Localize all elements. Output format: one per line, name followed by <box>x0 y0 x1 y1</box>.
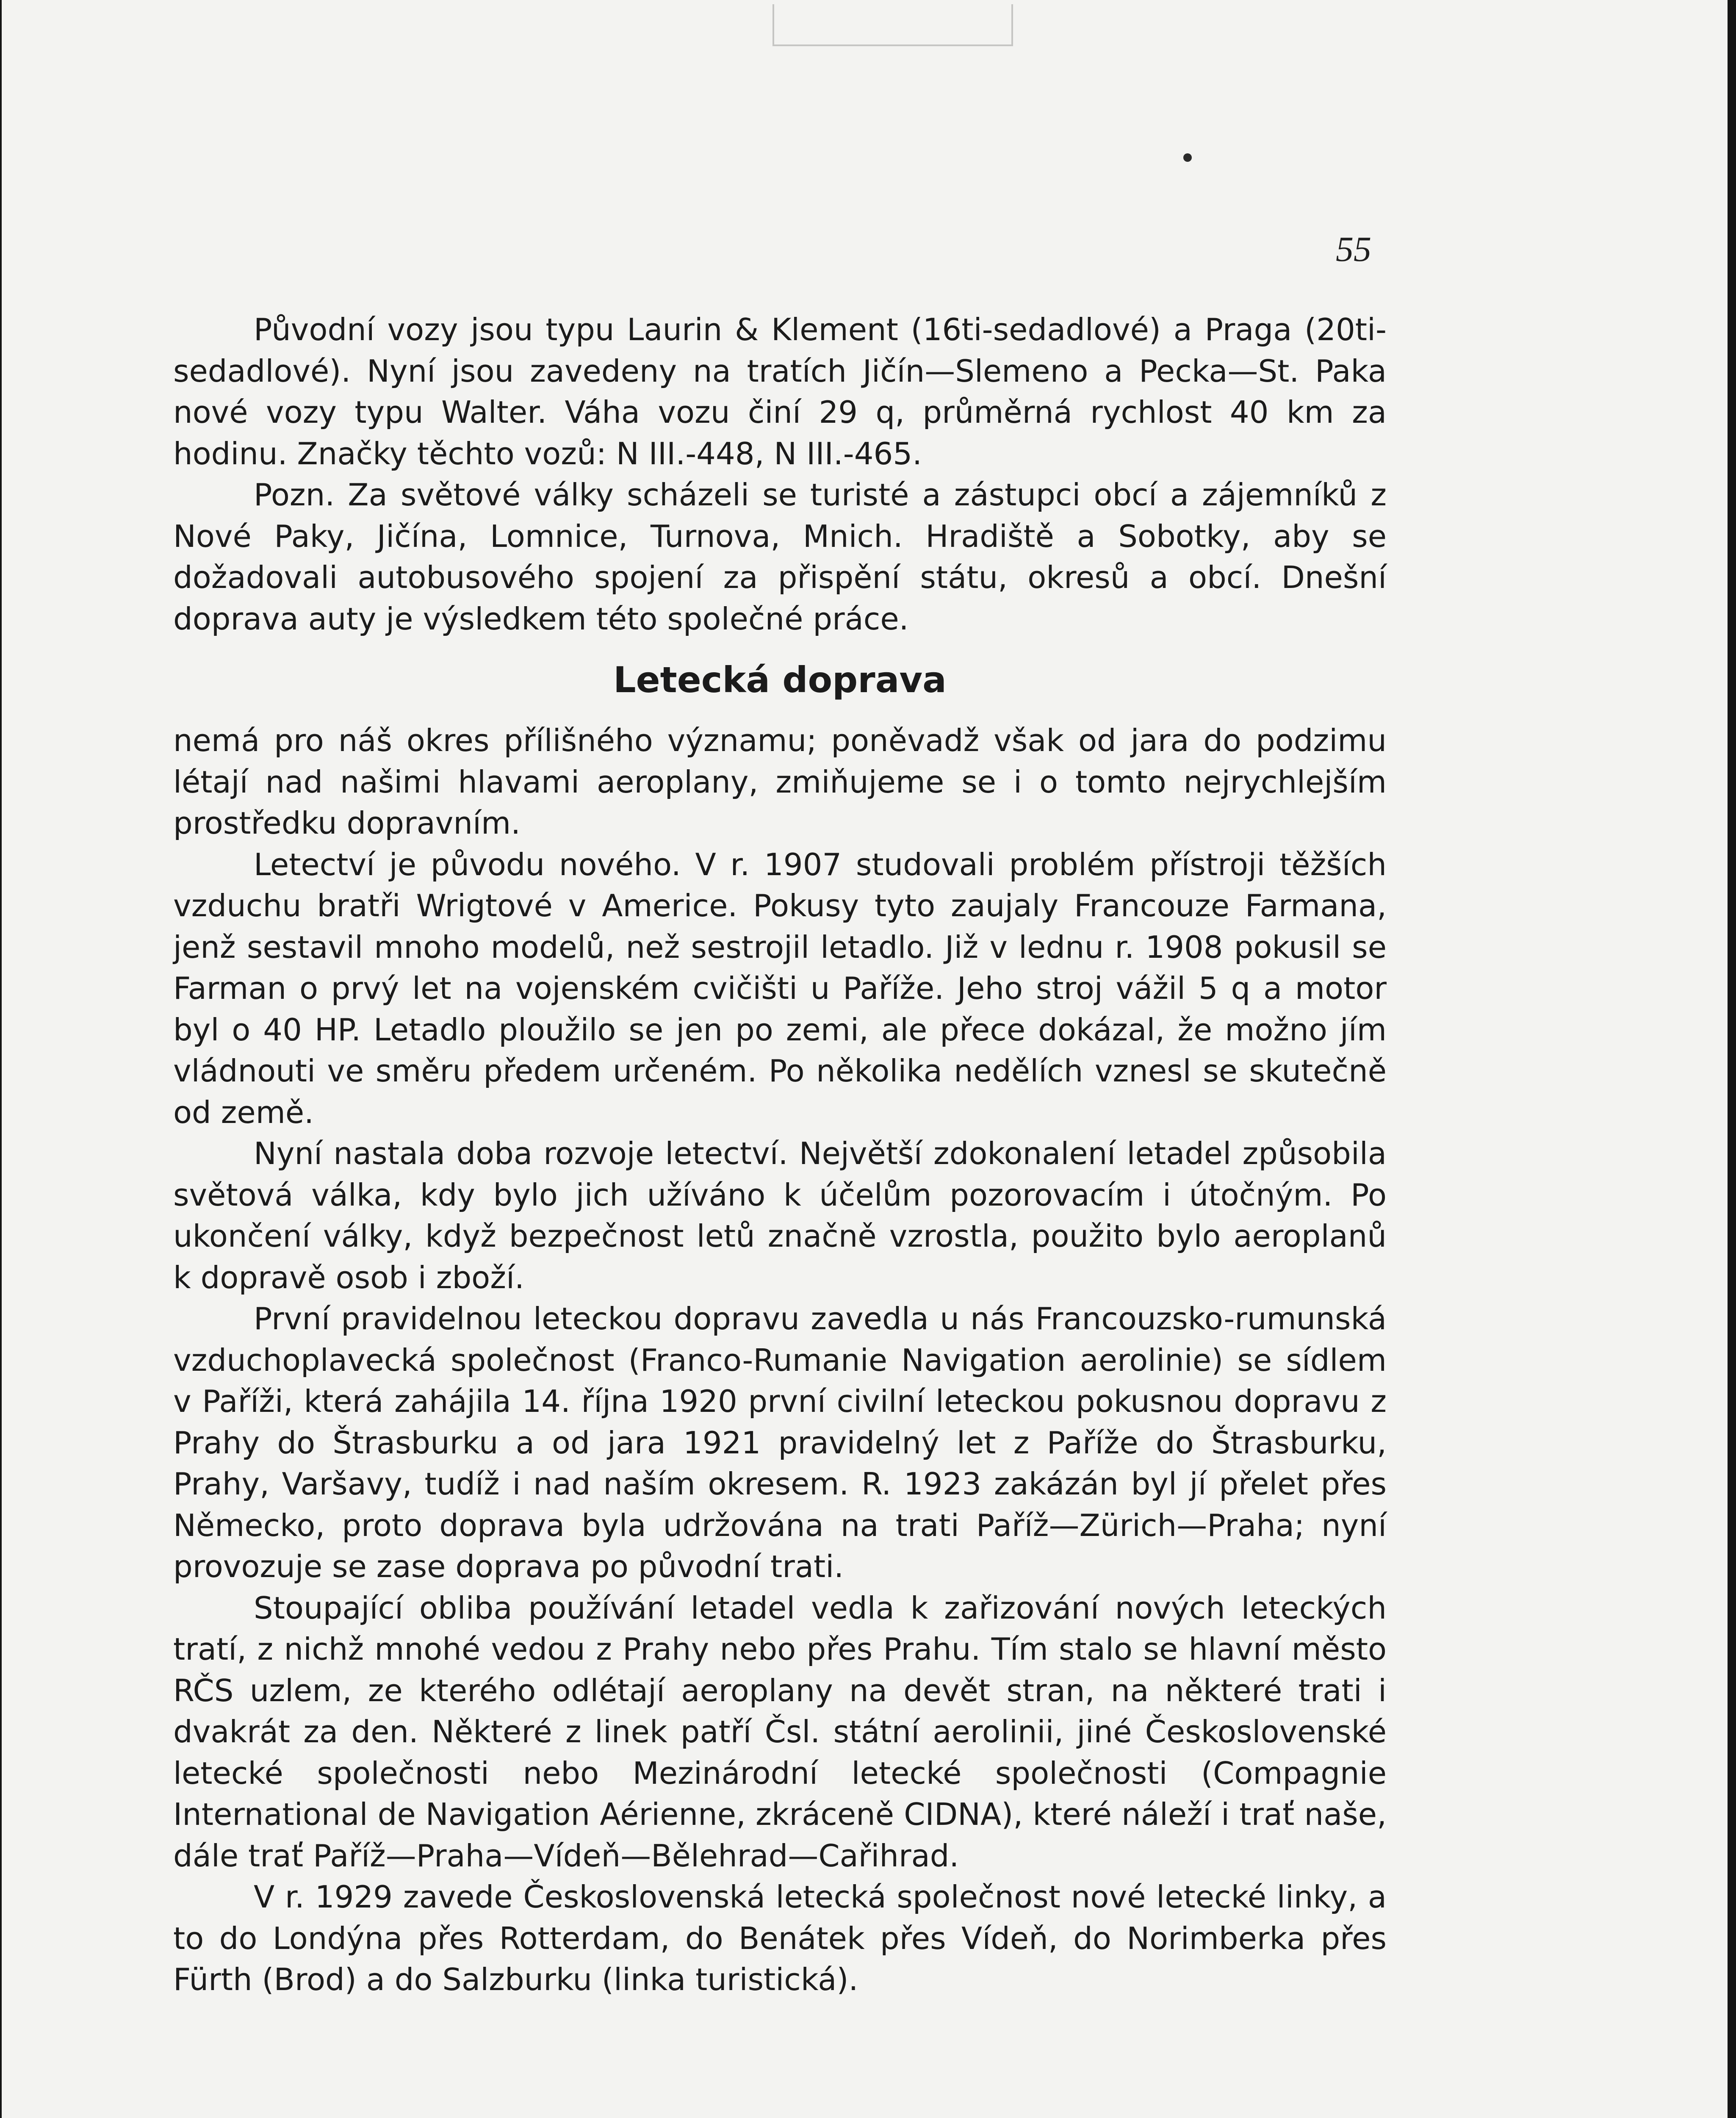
speck <box>1183 153 1192 162</box>
section-heading: Letecká doprava <box>613 659 947 701</box>
paragraph: Stoupající obliba používání letadel vedla k zařizování nových leteckých tratí, z nichž mnohé vedou z Prahy nebo přes Prahu. Tím stalo se hlavní město RČS uzlem, ze kterého odlétají aeroplany na devět stran, na některé trati i dvakrát za den. Některé z linek patří Čsl. státní aerolinii, jiné Československé letecké společnosti nebo Mezinárodní letecké společnosti (Compagnie International de Navigation Aérienne, zkráceně CIDNA), které náleží i trať naše, dále trať Paříž—Praha—Vídeň—Bělehrad—Cařihrad. <box>173 1590 1387 1874</box>
paragraph: Původní vozy jsou typu Laurin & Klement (16ti-sedadlové) a Praga (20ti-sedadlové). Nyní jsou zavedeny na tratích Jičín—Slemeno a Pecka—St. Paka nové vozy typu Walter. Váha vozu činí 29 q, průměrná rychlost 40 km za hodinu. Značky těchto vozů: N III.-448, N III.-465. <box>173 312 1387 471</box>
scan-artifact <box>772 4 1013 46</box>
paragraph: Pozn. Za světové války scházeli se turisté a zástupci obcí a zájemníků z Nové Paky, Jičína, Lomnice, Turnova, Mnich. Hradiště a Sobotky, aby se dožadovali autobusového spojení za přispění státu, okresů a obcí. Dnešní doprava auty je výsledkem této společné práce. <box>173 477 1387 637</box>
page-number: 55 <box>1336 230 1371 269</box>
paragraph: Nyní nastala doba rozvoje letectví. Největší zdokonalení letadel způsobila světová válka, kdy bylo jich užíváno k účelům pozorovacím i útočným. Po ukončení války, když bezpečnost letů značně vzrostla, použito bylo aeroplanů k dopravě osob i zboží. <box>173 1136 1387 1295</box>
paragraph: nemá pro náš okres přílišného významu; poněvadž však od jara do podzimu létají nad našimi hlavami aeroplany, zmiňujeme se i o tomto nejrychlejším prostředku dopravním. <box>173 723 1387 841</box>
paragraph: Letectví je původu nového. V r. 1907 studovali problém přístroji těžších vzduchu bratři Wrigtové v Americe. Pokusy tyto zaujaly Francouze Farmana, jenž sestavil mnoho modelů, než sestrojil letadlo. Již v lednu r. 1908 pokusil se Farman o prvý let na vojenském cvičišti u Paříže. Jeho stroj vážil 5 q a motor byl o 40 HP. Letadlo ploužilo se jen po zemi, ale přece dokázal, že možno jím vládnouti ve směru předem určeném. Po několika nedělích vznesl se skutečně od země. <box>173 846 1387 1130</box>
paragraph: První pravidelnou leteckou dopravu zavedla u nás Francouzsko-rumunská vzduchoplavecká společnost (Franco-Rumanie Navigation aerolinie) se sídlem v Paříži, která zahájila 14. října 1920 první civilní leteckou pokusnou dopravu z Prahy do Štrasburku a od jara 1921 pravidelný let z Paříže do Štrasburku, Prahy, Varšavy, tudíž i nad naším okresem. R. 1923 zakázán byl jí přelet přes Německo, proto doprava byla udržována na trati Paříž—Zürich—Praha; nyní provozuje se zase doprava po původní trati. <box>173 1301 1387 1584</box>
book-page <box>2 0 1728 2118</box>
body-text <box>173 309 1387 2001</box>
paragraph: V r. 1929 zavede Československá letecká společnost nové letecké linky, a to do Londýna přes Rotterdam, do Benátek přes Vídeň, do Norimberka přes Fürth (Brod) a do Salzburku (linka turistická). <box>173 1879 1387 1997</box>
